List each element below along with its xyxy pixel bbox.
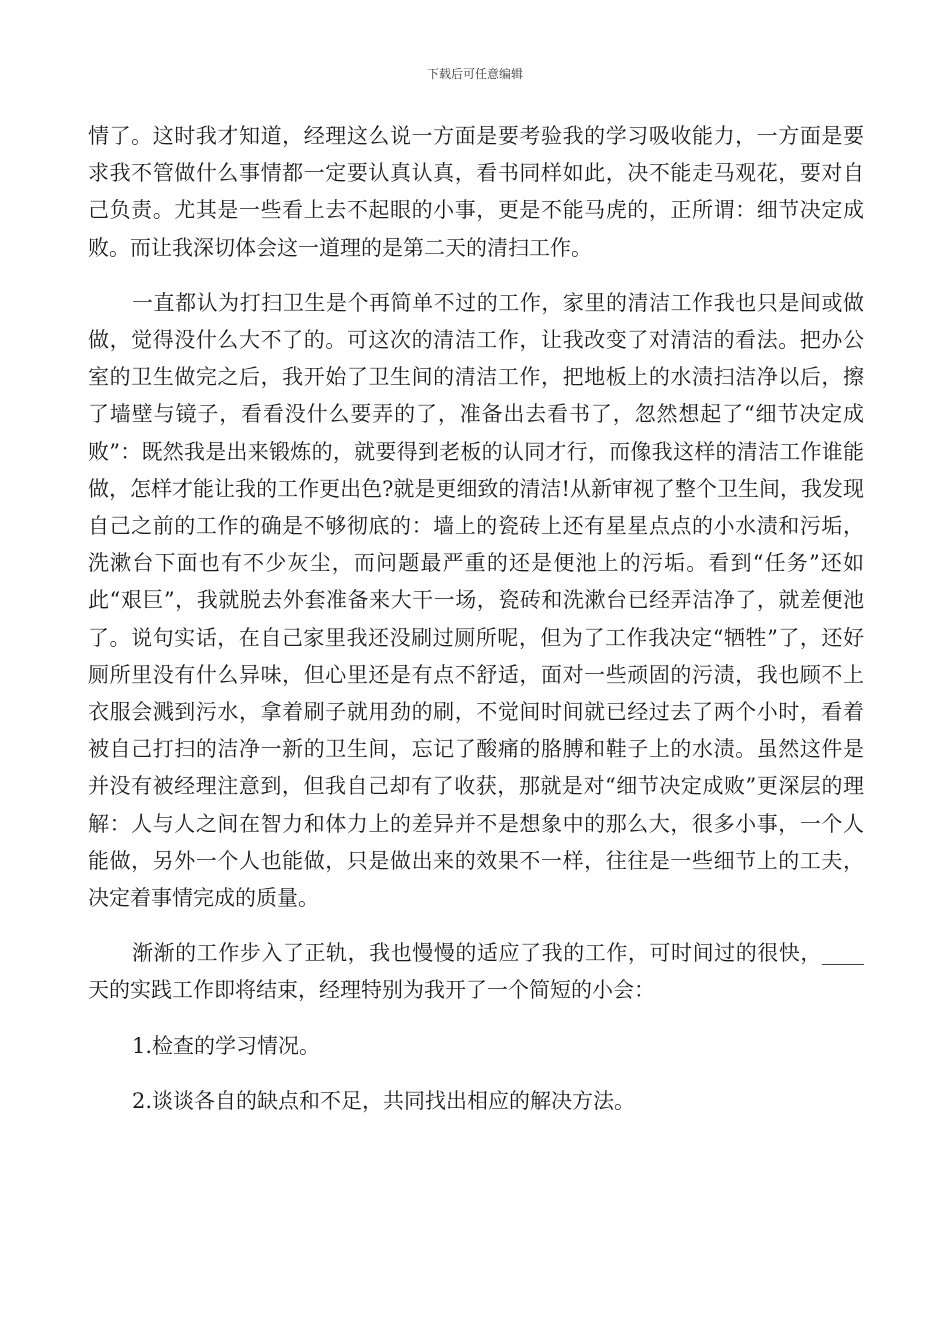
paragraph-3: 渐渐的工作步入了正轨，我也慢慢的适应了我的工作，可时间过的很快，____天的实践工作即将结束，经理特别为我开了一个简短的小会： [88,941,864,1003]
paragraph-1: 情了。这时我才知道，经理这么说一方面是要考验我的学习吸收能力，一方面是要求我不管做什么事情都一定要认真认真，看书同样如此，决不能走马观花，要对自己负责。尤其是一些看上去不起眼的小事，更是不能马虎的，正所谓：细节决定成败。而让我深切体会这一道理的是第二天的清扫工作。 [88,124,864,260]
paragraph-2: 一直都认为打扫卫生是个再简单不过的工作，家里的清洁工作我也只是间或做做，觉得没什么大不了的。可这次的清洁工作，让我改变了对清洁的看法。把办公室的卫生做完之后，我开始了卫生间的清洁工作，把地板上的水渍扫洁净以后，擦了墙壁与镜子，看看没什么要弄的了，准备出去看书了，忽然想起了“细节决定成败”：既然我是出来锻炼的，就要得到老板的认同才行，而像我这样的清洁工作谁能做，怎样才能让我的工作更出色?就是更细致的清洁!从新审视了整个卫生间，我发现自己之前的工作的确是不够彻底的：墙上的瓷砖上还有星星点点的小水渍和污垢，洗漱台下面也有不少灰尘，而问题最严重的还是便池上的污垢。看到“任务”还如此“艰巨”，我就脱去外套准备来大干一场，瓷砖和洗漱台已经弄洁净了，就差便池了。说句实话，在自己家里我还没刷过厕所呢，但为了工作我决定“牺牲”了，还好厕所里没有什么异味，但心里还是有点不舒适，面对一些顽固的污渍，我也顾不上衣服会溅到污水，拿着刷子就用劲的刷，不觉间时间就已经过去了两个小时，看着被自己打扫的洁净一新的卫生间，忘记了酸痛的胳膊和鞋子上的水渍。虽然这件是并没有被经理注意到，但我自己却有了收获，那就是对“细节决定成败”更深层的理解：人与人之间在智力和体力上的差异并不是想象中的那么大，很多小事，一个人能做，另外一个人也能做，只是做出来的效果不一样，往往是一些细节上的工夫，决定着事情完成的质量。 [88,290,864,911]
list-item-1: 1.检查的学习情况。 [132,1033,321,1058]
document-body [88,118,864,1120]
paragraph-spacer [88,1065,864,1083]
page-header: 下载后可任意编辑 [426,67,523,81]
paragraph-spacer [88,917,864,935]
paragraph-spacer [88,267,864,285]
list-item-2: 2.谈谈各自的缺点和不足，共同找出相应的解决方法。 [132,1088,636,1113]
paragraph-spacer [88,1010,864,1028]
